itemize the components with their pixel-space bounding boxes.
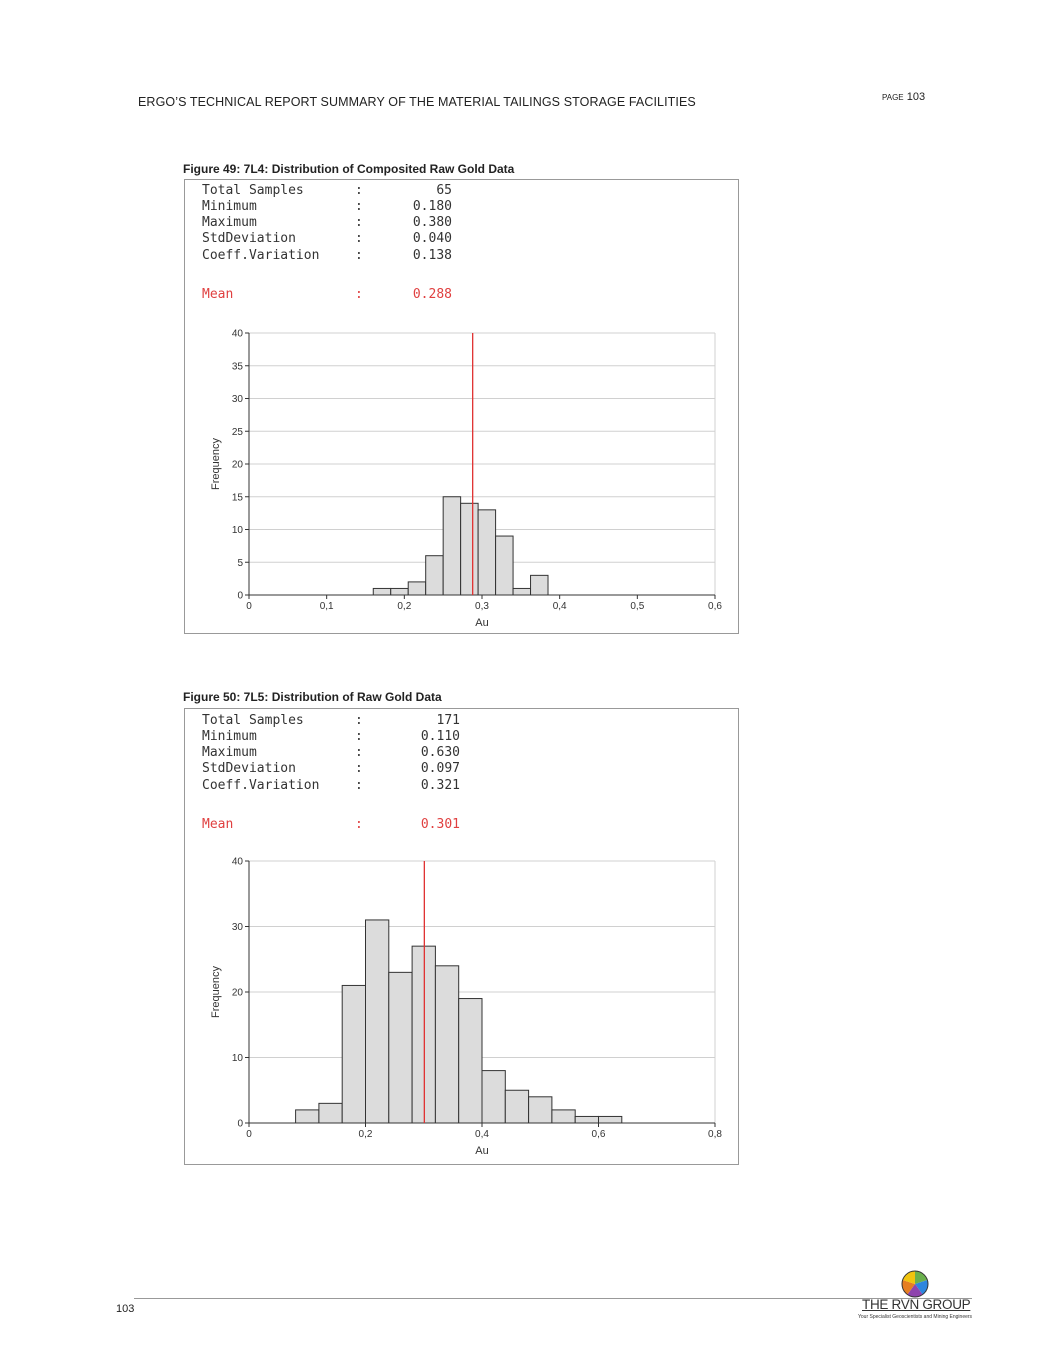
histogram-bar	[531, 575, 548, 595]
x-tick-label: 0,3	[475, 601, 489, 612]
histogram-bar	[478, 510, 495, 595]
histogram-bar	[408, 582, 425, 595]
x-tick-label: 0	[246, 601, 252, 612]
y-tick-label: 10	[231, 1053, 243, 1064]
x-axis-label: Au	[475, 617, 489, 629]
y-tick-label: 30	[231, 922, 243, 933]
histogram-bar	[496, 536, 513, 595]
histogram-bar	[366, 920, 389, 1123]
figure-50-caption: Figure 50: 7L5: Distribution of Raw Gold Data	[183, 690, 442, 704]
histogram-bar	[482, 1071, 505, 1123]
y-tick-label: 30	[231, 394, 243, 405]
y-tick-label: 25	[231, 426, 243, 438]
y-tick-label: 35	[231, 361, 243, 373]
x-tick-label: 0	[246, 1129, 252, 1140]
histogram-bar	[426, 556, 443, 595]
y-tick-label: 0	[237, 590, 243, 602]
histogram-bar	[391, 588, 408, 595]
rvn-group-logo	[858, 1270, 978, 1325]
page-label: PAGE	[882, 93, 904, 102]
footer-page-number: 103	[116, 1303, 135, 1315]
y-tick-label: 40	[231, 856, 243, 868]
x-tick-label: 0,6	[708, 601, 722, 612]
figure-49-histogram	[185, 180, 738, 633]
histogram-bar	[459, 999, 482, 1123]
histogram-bar	[599, 1116, 622, 1123]
y-tick-label: 40	[231, 328, 243, 340]
y-tick-label: 20	[231, 987, 243, 999]
y-tick-label: 0	[237, 1118, 243, 1130]
y-axis-label: Frequency	[210, 438, 222, 490]
page-number: 103	[906, 91, 926, 103]
y-tick-label: 20	[231, 459, 243, 471]
histogram-bar	[373, 588, 390, 595]
x-tick-label: 0,4	[475, 1129, 489, 1140]
x-tick-label: 0,4	[552, 601, 567, 612]
y-tick-label: 5	[237, 557, 243, 569]
logo-pie-icon	[858, 1270, 978, 1300]
report-title: ERGO’S TECHNICAL REPORT SUMMARY OF THE MATERIAL TAILINGS STORAGE FACILITIES	[138, 95, 696, 109]
histogram-bar	[505, 1090, 528, 1123]
footer-divider	[134, 1298, 972, 1299]
figure-50-histogram	[185, 709, 738, 1164]
x-tick-label: 0,2	[358, 1129, 373, 1140]
x-tick-label: 0,2	[397, 601, 412, 612]
histogram-bar	[443, 497, 460, 595]
histogram-bar	[529, 1097, 552, 1123]
y-tick-label: 15	[231, 492, 243, 504]
histogram-bar	[389, 972, 412, 1123]
figure-50-panel: Total Samples : 171 Minimum : 0.110 Maximum : 0.630 StdDeviation : 0.097 Coeff.Variation : 0.321 Mean : 0.301 0 10 20 30 40 0 0,2 0,4 0,6 0,8 Au Frequency	[184, 708, 739, 1165]
histogram-bar	[435, 966, 458, 1123]
header-page-number	[882, 91, 925, 103]
histogram-bar	[575, 1116, 598, 1123]
figure-49-panel: Total Samples : 65 Minimum : 0.180 Maximum : 0.380 StdDeviation : 0.040 Coeff.Variation : 0.138 Mean : 0.288 0 5 10 15 20 25 30 35 40 0 0,1 0,2 0,3 0,4 0,5 0,6 Au Frequency	[184, 179, 739, 634]
histogram-bar	[461, 503, 478, 595]
histogram-bar	[319, 1103, 342, 1123]
logo-tagline: Your Specialist Geoscientists and Mining Engineers	[858, 1314, 973, 1320]
x-tick-label: 0,1	[319, 601, 334, 612]
figure-49-caption: Figure 49: 7L4: Distribution of Composited Raw Gold Data	[183, 162, 515, 176]
histogram-bar	[513, 588, 530, 595]
logo-text: THE RVN GROUP	[862, 1297, 971, 1312]
x-tick-label: 0,5	[630, 601, 645, 612]
x-axis-label: Au	[475, 1145, 489, 1157]
x-tick-label: 0,6	[591, 1129, 606, 1140]
y-tick-label: 10	[231, 525, 243, 536]
y-axis-label: Frequency	[210, 966, 222, 1018]
histogram-bar	[296, 1110, 319, 1123]
histogram-bar	[552, 1110, 575, 1123]
x-tick-label: 0,8	[708, 1129, 722, 1140]
histogram-bar	[342, 985, 365, 1123]
